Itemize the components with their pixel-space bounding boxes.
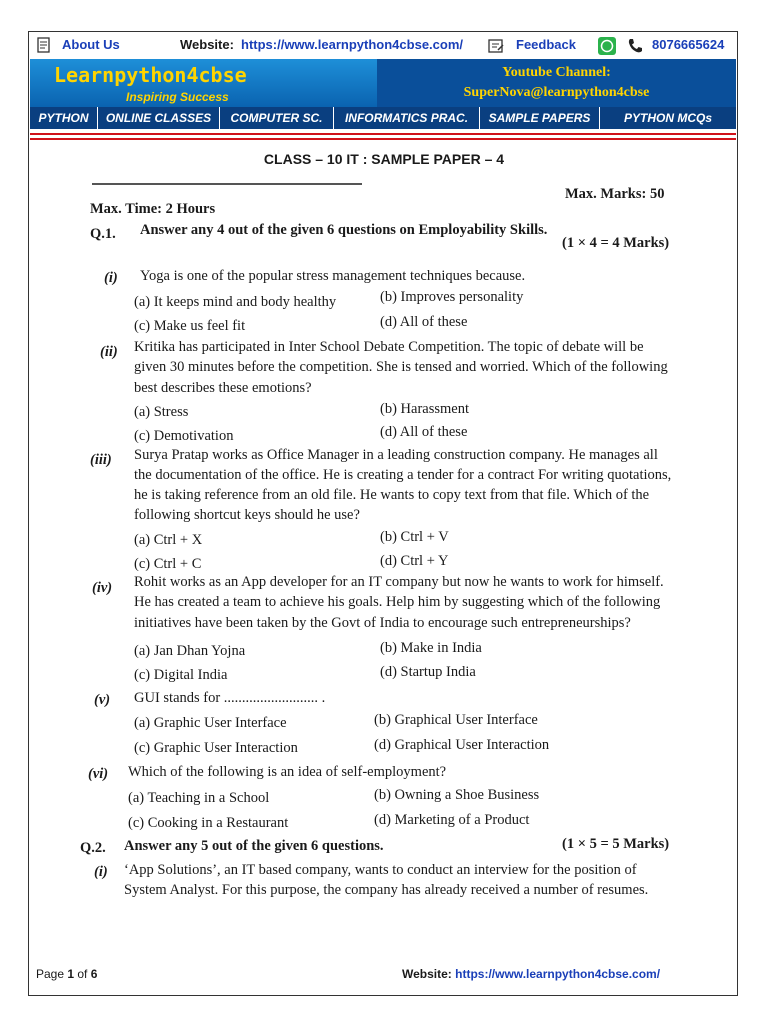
- option-b: (b) Owning a Shoe Business: [374, 787, 540, 803]
- question-text: initiatives have been taken by the Govt of India to encourage such entrepreneurships?: [134, 615, 631, 631]
- question-text: he is taking reference from an old file. He wants to copy text from that file. Which of the: [134, 487, 650, 503]
- question-number: (ii): [100, 344, 118, 360]
- option-a: (a) Stress: [134, 404, 189, 420]
- phone-number[interactable]: 8076665624: [652, 37, 725, 52]
- option-c: (c) Make us feel fit: [134, 318, 246, 334]
- document-icon: [36, 37, 52, 53]
- site-banner: [30, 59, 736, 107]
- footer-website-label: Website:: [402, 967, 452, 981]
- about-us-link[interactable]: About Us: [62, 37, 120, 52]
- brand-logo-text: Learnpython4cbse: [54, 63, 247, 87]
- option-d: (d) All of these: [380, 314, 468, 330]
- option-c: (c) Digital India: [134, 667, 228, 683]
- max-marks: Max. Marks: 50: [565, 186, 665, 202]
- q1-text: Answer any 4 out of the given 6 questions on Employability Skills.: [140, 222, 548, 238]
- nav-item-online-classes[interactable]: ONLINE CLASSES: [98, 107, 220, 129]
- option-b: (b) Make in India: [380, 640, 482, 656]
- option-a: (a) Graphic User Interface: [134, 715, 287, 731]
- option-b: (b) Harassment: [380, 401, 469, 417]
- option-d: (d) Graphical User Interaction: [374, 737, 550, 753]
- question-text: Which of the following is an idea of self-employment?: [128, 764, 447, 780]
- option-b: (b) Ctrl + V: [380, 529, 449, 545]
- q2-text: Answer any 5 out of the given 6 questions.: [124, 838, 384, 854]
- question-number: (vi): [88, 766, 109, 782]
- question-text: ‘App Solutions’, an IT based company, wants to conduct an interview for the position of: [124, 862, 637, 878]
- option-d: (d) Startup India: [380, 664, 476, 680]
- page-total: 6: [90, 967, 98, 981]
- max-time: Max. Time: 2 Hours: [90, 201, 216, 217]
- option-a: (a) Teaching in a School: [128, 790, 270, 806]
- header-rule: [92, 183, 362, 185]
- option-a: (a) Ctrl + X: [134, 532, 203, 548]
- question-text: Surya Pratap works as Office Manager in a leading construction company. He manages all: [134, 447, 658, 463]
- option-d: (d) Marketing of a Product: [374, 812, 530, 828]
- option-b: (b) Improves personality: [380, 289, 524, 305]
- brand-tagline: Inspiring Success: [126, 90, 229, 104]
- banner-brand-area[interactable]: [30, 59, 377, 107]
- question-number: (i): [104, 270, 118, 286]
- top-bar: [30, 33, 736, 60]
- youtube-channel-name: SuperNova@learnpython4cbse: [463, 85, 650, 100]
- phone-icon: [626, 37, 644, 55]
- question-text: System Analyst. For this purpose, the company has already received a number of resumes.: [124, 882, 649, 898]
- option-c: (c) Cooking in a Restaurant: [128, 815, 289, 831]
- option-c: (c) Graphic User Interaction: [134, 740, 298, 756]
- question-text: Rohit works as an App developer for an IT company but now he wants to work for himself.: [134, 574, 664, 590]
- question-text: the documentation of the office. He is creating a tender for a contract For writing quotations,: [134, 467, 672, 483]
- nav-item-computer-sc[interactable]: COMPUTER SC.: [220, 107, 334, 129]
- whatsapp-icon[interactable]: [598, 37, 616, 55]
- nav-item-sample-papers[interactable]: SAMPLE PAPERS: [480, 107, 600, 129]
- page-mid: of: [74, 967, 91, 981]
- red-divider-top: [30, 133, 736, 135]
- question-text: Kritika has participated in Inter School Debate Competition. The topic of debate will be: [134, 339, 644, 355]
- question-number: (i): [94, 864, 108, 880]
- question-text: best describes these emotions?: [134, 380, 312, 396]
- red-divider-bottom: [30, 138, 736, 140]
- nav-item-python[interactable]: PYTHON: [30, 107, 98, 129]
- question-text: Yoga is one of the popular stress management techniques because.: [140, 268, 526, 284]
- page-prefix: Page: [36, 967, 68, 981]
- q1-number: Q.1.: [90, 226, 116, 242]
- question-number: (iii): [90, 452, 112, 468]
- page-number: 1: [67, 967, 75, 981]
- question-number: (iv): [92, 580, 113, 596]
- option-d: (d) All of these: [380, 424, 468, 440]
- main-nav: [30, 107, 736, 129]
- option-a: (a) It keeps mind and body healthy: [134, 294, 337, 310]
- option-a: (a) Jan Dhan Yojna: [134, 643, 246, 659]
- q1-marks: (1 × 4 = 4 Marks): [562, 235, 670, 251]
- option-c: (c) Ctrl + C: [134, 556, 202, 572]
- website-link[interactable]: https://www.learnpython4cbse.com/: [241, 37, 463, 52]
- paper-title: CLASS – 10 IT : SAMPLE PAPER – 4: [263, 151, 505, 167]
- nav-item-informatics-prac[interactable]: INFORMATICS PRAC.: [334, 107, 480, 129]
- youtube-channel-area[interactable]: [377, 59, 736, 107]
- footer-website: [402, 967, 660, 981]
- option-c: (c) Demotivation: [134, 428, 234, 444]
- question-text: given 30 minutes before the competition. She is tensed and worried. Which of the following: [134, 359, 668, 375]
- q2-number: Q.2.: [80, 840, 106, 856]
- question-text: He has created a team to achieve his goals. Help him by suggesting which of the following: [134, 594, 661, 610]
- option-d: (d) Ctrl + Y: [380, 553, 449, 569]
- footer-website-link[interactable]: https://www.learnpython4cbse.com/: [455, 967, 661, 981]
- q2-marks: (1 × 5 = 5 Marks): [562, 836, 670, 852]
- page-indicator: [36, 967, 97, 981]
- nav-item-python-mcqs[interactable]: PYTHON MCQs: [623, 111, 712, 125]
- question-text: following shortcut keys should he use?: [134, 507, 360, 523]
- feedback-icon: [488, 38, 504, 54]
- feedback-link[interactable]: Feedback: [516, 37, 576, 52]
- question-text: GUI stands for .......................... .: [134, 690, 326, 706]
- website-label: Website:: [180, 37, 234, 52]
- option-b: (b) Graphical User Interface: [374, 712, 538, 728]
- youtube-label: Youtube Channel:: [502, 65, 611, 80]
- question-number: (v): [94, 692, 111, 708]
